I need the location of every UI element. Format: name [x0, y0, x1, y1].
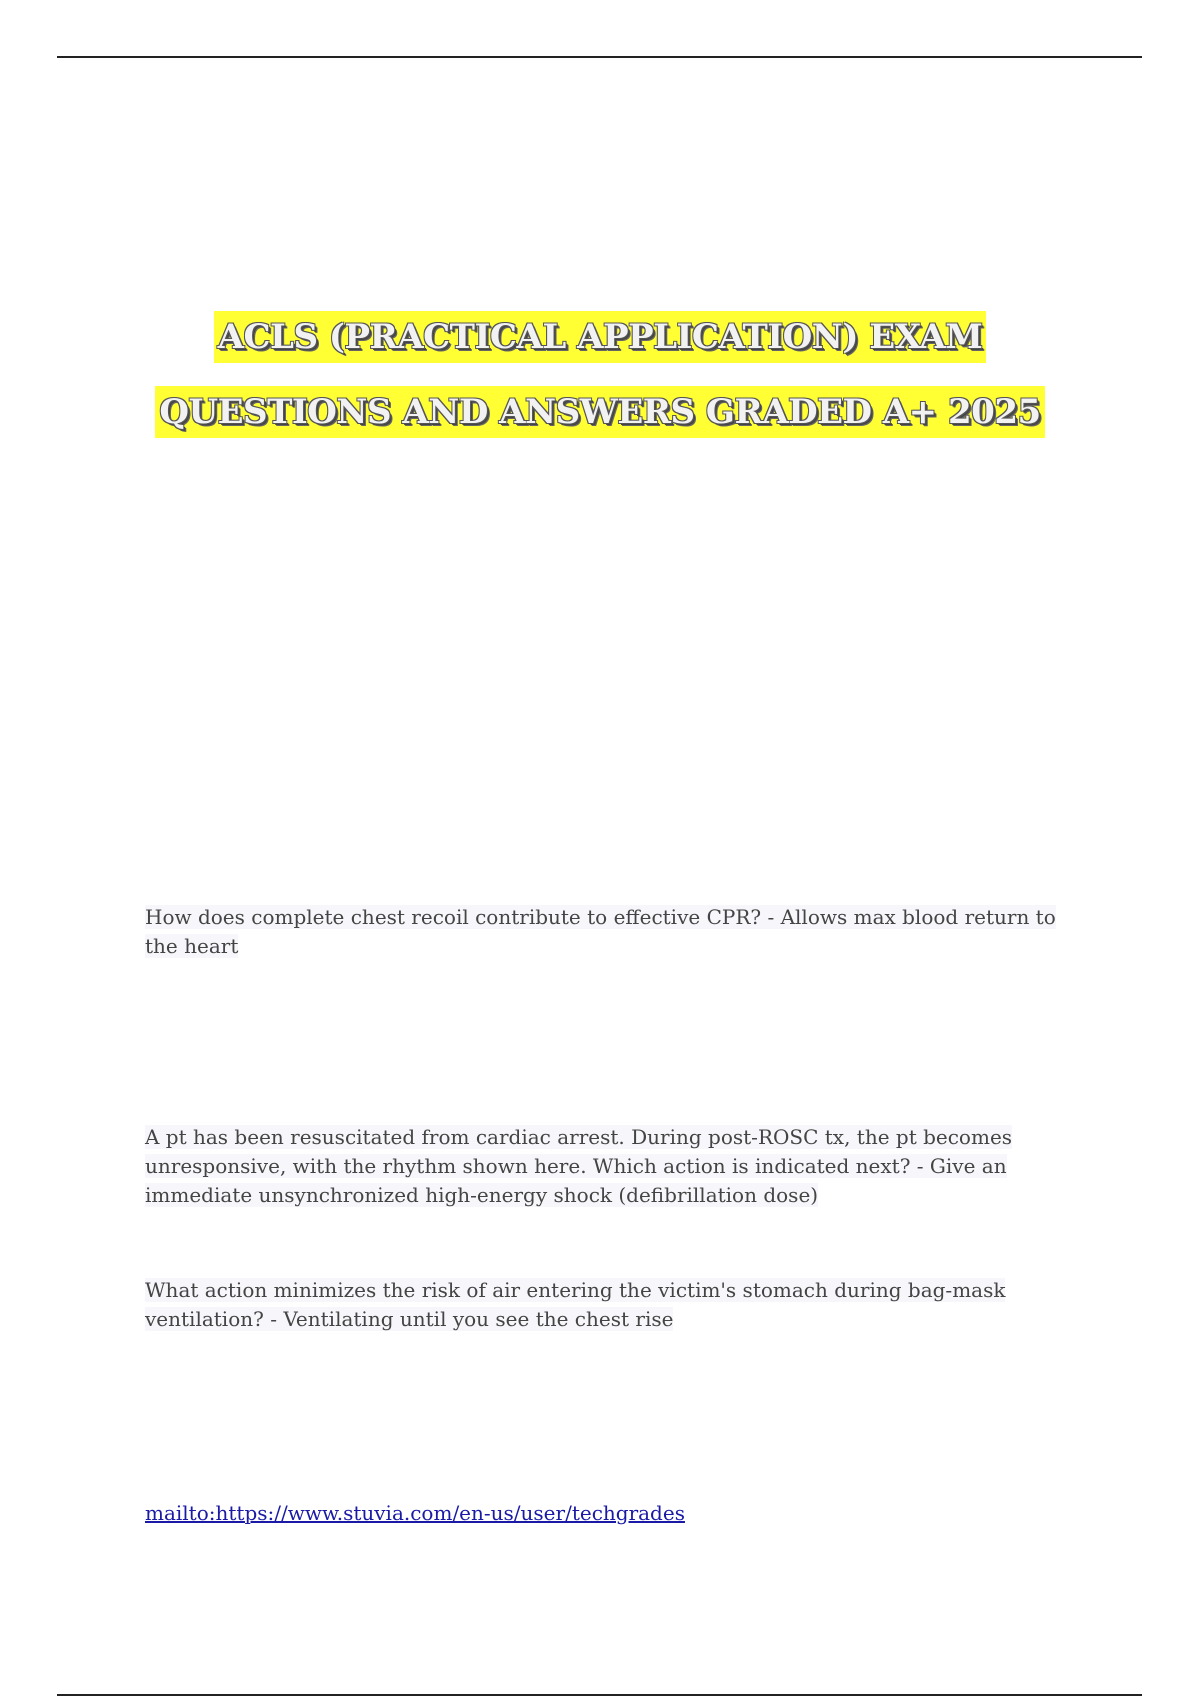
bottom-rule: [57, 1694, 1142, 1696]
qa-item-1: [145, 903, 1065, 961]
qa-item-2: [145, 1123, 1065, 1210]
qa-text: How does complete chest recoil contribute to effective CPR? - Allows max blood return to the heart: [145, 905, 1056, 958]
footer-link[interactable]: mailto:https://www.stuvia.com/en-us/user/techgrades: [145, 1501, 685, 1525]
top-rule: [57, 56, 1142, 58]
document-title: [0, 300, 1200, 450]
qa-text: What action minimizes the risk of air entering the victim's stomach during bag-mask ventilation? - Ventilating until you see the chest rise: [145, 1278, 1006, 1331]
qa-text: A pt has been resuscitated from cardiac arrest. During post-ROSC tx, the pt becomes unresponsive, with the rhythm shown here. Which action is indicated next? - Give an immediate unsynchronized high-energy shock (defibrillation dose): [145, 1125, 1013, 1207]
title-line-2: QUESTIONS AND ANSWERS GRADED A+ 2025: [155, 386, 1044, 438]
qa-item-3: [145, 1276, 1065, 1334]
title-line-1: ACLS (PRACTICAL APPLICATION) EXAM: [214, 311, 987, 363]
